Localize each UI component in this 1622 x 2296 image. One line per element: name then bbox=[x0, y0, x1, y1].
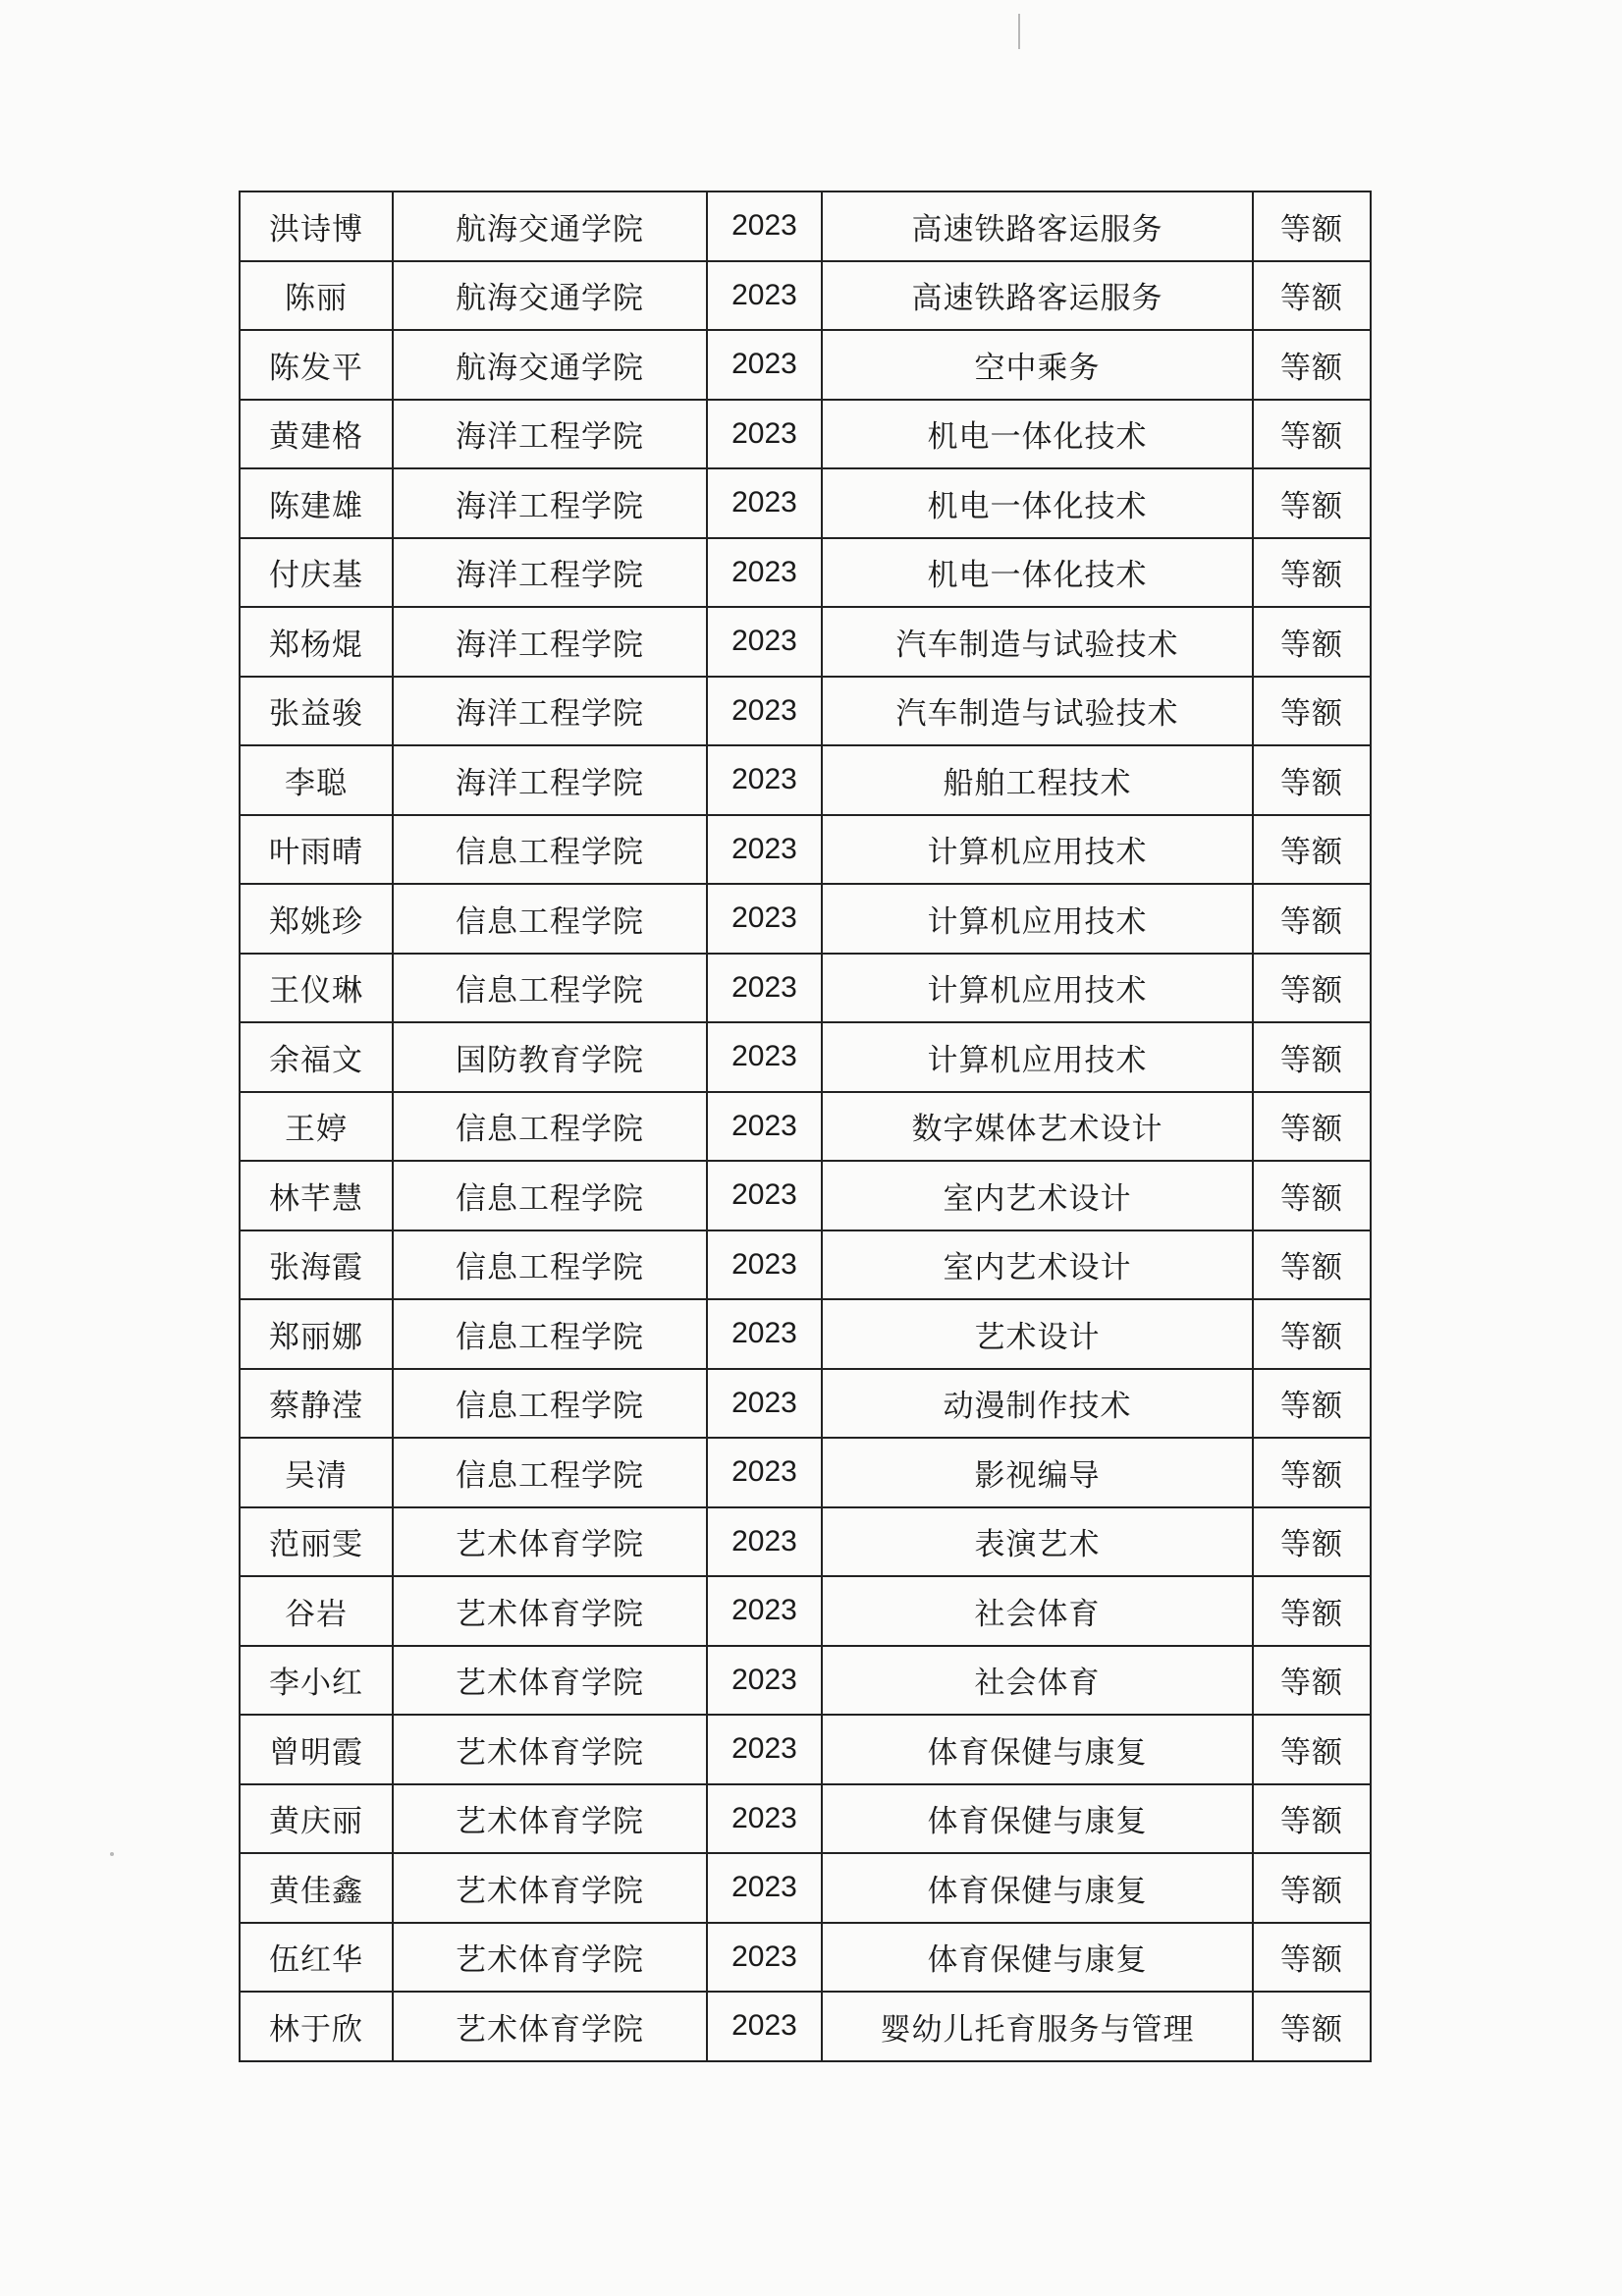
year-cell: 2023 bbox=[707, 677, 822, 746]
college-cell: 海洋工程学院 bbox=[393, 677, 707, 746]
college-cell: 航海交通学院 bbox=[393, 191, 707, 261]
student-name-cell: 林于欣 bbox=[240, 1992, 393, 2061]
table-row bbox=[240, 1507, 1371, 1577]
major-cell: 船舶工程技术 bbox=[822, 745, 1253, 815]
student-name-cell: 谷岩 bbox=[240, 1576, 393, 1646]
student-name-cell: 吴清 bbox=[240, 1438, 393, 1507]
table-row bbox=[240, 884, 1371, 954]
table-row bbox=[240, 1576, 1371, 1646]
roster-table bbox=[239, 191, 1372, 2062]
major-cell: 婴幼儿托育服务与管理 bbox=[822, 1992, 1253, 2061]
year-cell: 2023 bbox=[707, 468, 822, 538]
year-cell: 2023 bbox=[707, 954, 822, 1023]
table-row bbox=[240, 677, 1371, 746]
table-row bbox=[240, 1369, 1371, 1439]
quota-type-cell: 等额 bbox=[1253, 1369, 1371, 1439]
table-row bbox=[240, 745, 1371, 815]
student-name-cell: 郑丽娜 bbox=[240, 1299, 393, 1369]
student-name-cell: 陈发平 bbox=[240, 330, 393, 400]
college-cell: 国防教育学院 bbox=[393, 1022, 707, 1092]
major-cell: 艺术设计 bbox=[822, 1299, 1253, 1369]
college-cell: 航海交通学院 bbox=[393, 261, 707, 331]
student-name-cell: 曾明霞 bbox=[240, 1715, 393, 1784]
major-cell: 室内艺术设计 bbox=[822, 1161, 1253, 1230]
college-cell: 艺术体育学院 bbox=[393, 1576, 707, 1646]
year-cell: 2023 bbox=[707, 538, 822, 608]
roster-body bbox=[240, 191, 1371, 2061]
table-row bbox=[240, 330, 1371, 400]
year-cell: 2023 bbox=[707, 607, 822, 677]
college-cell: 海洋工程学院 bbox=[393, 745, 707, 815]
college-cell: 信息工程学院 bbox=[393, 815, 707, 885]
quota-type-cell: 等额 bbox=[1253, 191, 1371, 261]
quota-type-cell: 等额 bbox=[1253, 954, 1371, 1023]
quota-type-cell: 等额 bbox=[1253, 1992, 1371, 2061]
quota-type-cell: 等额 bbox=[1253, 261, 1371, 331]
student-name-cell: 张益骏 bbox=[240, 677, 393, 746]
year-cell: 2023 bbox=[707, 1507, 822, 1577]
quota-type-cell: 等额 bbox=[1253, 1853, 1371, 1923]
quota-type-cell: 等额 bbox=[1253, 1646, 1371, 1716]
college-cell: 航海交通学院 bbox=[393, 330, 707, 400]
quota-type-cell: 等额 bbox=[1253, 1022, 1371, 1092]
college-cell: 艺术体育学院 bbox=[393, 1646, 707, 1716]
year-cell: 2023 bbox=[707, 815, 822, 885]
college-cell: 艺术体育学院 bbox=[393, 1992, 707, 2061]
major-cell: 机电一体化技术 bbox=[822, 538, 1253, 608]
table-row bbox=[240, 1992, 1371, 2061]
college-cell: 信息工程学院 bbox=[393, 1230, 707, 1300]
student-name-cell: 蔡静滢 bbox=[240, 1369, 393, 1439]
quota-type-cell: 等额 bbox=[1253, 1299, 1371, 1369]
quota-type-cell: 等额 bbox=[1253, 468, 1371, 538]
student-name-cell: 张海霞 bbox=[240, 1230, 393, 1300]
major-cell: 社会体育 bbox=[822, 1576, 1253, 1646]
year-cell: 2023 bbox=[707, 1923, 822, 1993]
student-name-cell: 郑姚珍 bbox=[240, 884, 393, 954]
table-row bbox=[240, 468, 1371, 538]
quota-type-cell: 等额 bbox=[1253, 1438, 1371, 1507]
year-cell: 2023 bbox=[707, 1784, 822, 1854]
year-cell: 2023 bbox=[707, 400, 822, 469]
table-row bbox=[240, 191, 1371, 261]
student-name-cell: 范丽雯 bbox=[240, 1507, 393, 1577]
quota-type-cell: 等额 bbox=[1253, 1507, 1371, 1577]
table-row bbox=[240, 1438, 1371, 1507]
student-name-cell: 洪诗博 bbox=[240, 191, 393, 261]
table-row bbox=[240, 1022, 1371, 1092]
college-cell: 艺术体育学院 bbox=[393, 1715, 707, 1784]
major-cell: 高速铁路客运服务 bbox=[822, 261, 1253, 331]
quota-type-cell: 等额 bbox=[1253, 1161, 1371, 1230]
major-cell: 计算机应用技术 bbox=[822, 884, 1253, 954]
major-cell: 数字媒体艺术设计 bbox=[822, 1092, 1253, 1162]
quota-type-cell: 等额 bbox=[1253, 1576, 1371, 1646]
major-cell: 计算机应用技术 bbox=[822, 1022, 1253, 1092]
year-cell: 2023 bbox=[707, 884, 822, 954]
table-row bbox=[240, 538, 1371, 608]
college-cell: 信息工程学院 bbox=[393, 1369, 707, 1439]
table-row bbox=[240, 1161, 1371, 1230]
year-cell: 2023 bbox=[707, 1438, 822, 1507]
student-name-cell: 王婷 bbox=[240, 1092, 393, 1162]
quota-type-cell: 等额 bbox=[1253, 330, 1371, 400]
college-cell: 信息工程学院 bbox=[393, 1092, 707, 1162]
quota-type-cell: 等额 bbox=[1253, 677, 1371, 746]
college-cell: 艺术体育学院 bbox=[393, 1923, 707, 1993]
quota-type-cell: 等额 bbox=[1253, 400, 1371, 469]
student-name-cell: 陈丽 bbox=[240, 261, 393, 331]
year-cell: 2023 bbox=[707, 330, 822, 400]
table-row bbox=[240, 607, 1371, 677]
table-row bbox=[240, 1715, 1371, 1784]
table-row bbox=[240, 1784, 1371, 1854]
table-row bbox=[240, 400, 1371, 469]
year-cell: 2023 bbox=[707, 1576, 822, 1646]
year-cell: 2023 bbox=[707, 1161, 822, 1230]
scan-mark bbox=[1018, 14, 1020, 49]
major-cell: 体育保健与康复 bbox=[822, 1784, 1253, 1854]
college-cell: 艺术体育学院 bbox=[393, 1784, 707, 1854]
table-row bbox=[240, 954, 1371, 1023]
college-cell: 信息工程学院 bbox=[393, 1161, 707, 1230]
year-cell: 2023 bbox=[707, 1646, 822, 1716]
student-name-cell: 王仪琳 bbox=[240, 954, 393, 1023]
student-name-cell: 郑杨焜 bbox=[240, 607, 393, 677]
major-cell: 社会体育 bbox=[822, 1646, 1253, 1716]
major-cell: 体育保健与康复 bbox=[822, 1923, 1253, 1993]
college-cell: 艺术体育学院 bbox=[393, 1853, 707, 1923]
major-cell: 汽车制造与试验技术 bbox=[822, 607, 1253, 677]
college-cell: 信息工程学院 bbox=[393, 954, 707, 1023]
student-name-cell: 黄佳鑫 bbox=[240, 1853, 393, 1923]
year-cell: 2023 bbox=[707, 191, 822, 261]
table-row bbox=[240, 1853, 1371, 1923]
student-name-cell: 黄建格 bbox=[240, 400, 393, 469]
student-name-cell: 叶雨晴 bbox=[240, 815, 393, 885]
college-cell: 艺术体育学院 bbox=[393, 1507, 707, 1577]
year-cell: 2023 bbox=[707, 1022, 822, 1092]
quota-type-cell: 等额 bbox=[1253, 745, 1371, 815]
student-name-cell: 李聪 bbox=[240, 745, 393, 815]
year-cell: 2023 bbox=[707, 1369, 822, 1439]
student-name-cell: 黄庆丽 bbox=[240, 1784, 393, 1854]
quota-type-cell: 等额 bbox=[1253, 1715, 1371, 1784]
quota-type-cell: 等额 bbox=[1253, 1092, 1371, 1162]
quota-type-cell: 等额 bbox=[1253, 815, 1371, 885]
quota-type-cell: 等额 bbox=[1253, 607, 1371, 677]
table-row bbox=[240, 1299, 1371, 1369]
college-cell: 信息工程学院 bbox=[393, 884, 707, 954]
table-row bbox=[240, 1646, 1371, 1716]
major-cell: 机电一体化技术 bbox=[822, 400, 1253, 469]
scan-mark bbox=[110, 1852, 114, 1856]
college-cell: 海洋工程学院 bbox=[393, 607, 707, 677]
student-name-cell: 陈建雄 bbox=[240, 468, 393, 538]
student-name-cell: 李小红 bbox=[240, 1646, 393, 1716]
major-cell: 汽车制造与试验技术 bbox=[822, 677, 1253, 746]
student-name-cell: 付庆基 bbox=[240, 538, 393, 608]
quota-type-cell: 等额 bbox=[1253, 538, 1371, 608]
table-row bbox=[240, 1923, 1371, 1993]
student-name-cell: 林芊慧 bbox=[240, 1161, 393, 1230]
major-cell: 高速铁路客运服务 bbox=[822, 191, 1253, 261]
major-cell: 计算机应用技术 bbox=[822, 954, 1253, 1023]
table-row bbox=[240, 1092, 1371, 1162]
table-row bbox=[240, 261, 1371, 331]
major-cell: 表演艺术 bbox=[822, 1507, 1253, 1577]
student-name-cell: 伍红华 bbox=[240, 1923, 393, 1993]
major-cell: 机电一体化技术 bbox=[822, 468, 1253, 538]
quota-type-cell: 等额 bbox=[1253, 1230, 1371, 1300]
table-row bbox=[240, 815, 1371, 885]
quota-type-cell: 等额 bbox=[1253, 884, 1371, 954]
student-name-cell: 余福文 bbox=[240, 1022, 393, 1092]
year-cell: 2023 bbox=[707, 745, 822, 815]
major-cell: 体育保健与康复 bbox=[822, 1853, 1253, 1923]
year-cell: 2023 bbox=[707, 1992, 822, 2061]
year-cell: 2023 bbox=[707, 1299, 822, 1369]
year-cell: 2023 bbox=[707, 1853, 822, 1923]
year-cell: 2023 bbox=[707, 1230, 822, 1300]
major-cell: 影视编导 bbox=[822, 1438, 1253, 1507]
year-cell: 2023 bbox=[707, 1092, 822, 1162]
year-cell: 2023 bbox=[707, 1715, 822, 1784]
major-cell: 计算机应用技术 bbox=[822, 815, 1253, 885]
college-cell: 信息工程学院 bbox=[393, 1438, 707, 1507]
college-cell: 海洋工程学院 bbox=[393, 400, 707, 469]
major-cell: 体育保健与康复 bbox=[822, 1715, 1253, 1784]
major-cell: 动漫制作技术 bbox=[822, 1369, 1253, 1439]
college-cell: 信息工程学院 bbox=[393, 1299, 707, 1369]
college-cell: 海洋工程学院 bbox=[393, 468, 707, 538]
major-cell: 空中乘务 bbox=[822, 330, 1253, 400]
year-cell: 2023 bbox=[707, 261, 822, 331]
table-row bbox=[240, 1230, 1371, 1300]
quota-type-cell: 等额 bbox=[1253, 1784, 1371, 1854]
quota-type-cell: 等额 bbox=[1253, 1923, 1371, 1993]
college-cell: 海洋工程学院 bbox=[393, 538, 707, 608]
major-cell: 室内艺术设计 bbox=[822, 1230, 1253, 1300]
